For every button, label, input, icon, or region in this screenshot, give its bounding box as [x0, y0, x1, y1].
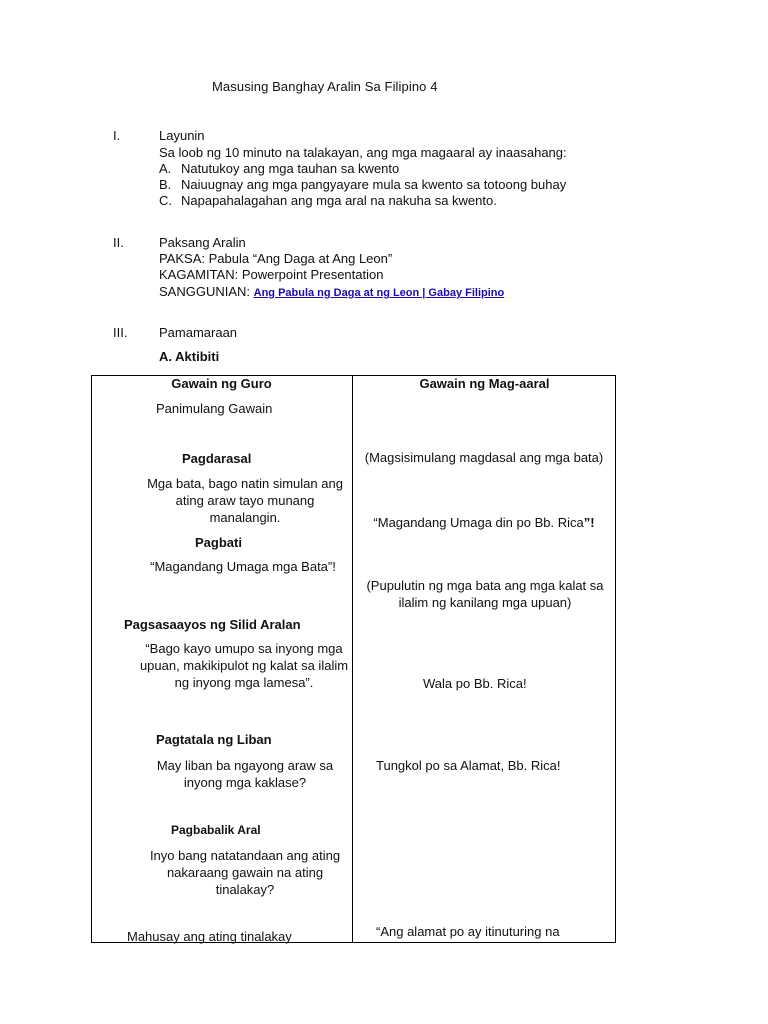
pagsasaayos-text: “Bago kayo umupo sa inyong mga upuan, makikipulot ng kalat sa ilalim ng inyong mga lamesa”. — [139, 641, 349, 690]
student-pulot: (Pupulutin ng mga bata ang mga kalat sa ilalim ng kanilang mga upuan) — [366, 578, 604, 610]
student-umaga-end: ”! — [583, 515, 595, 530]
column-header-mag-aaral: Gawain ng Mag-aaral — [419, 376, 550, 391]
pagtatala-heading: Pagtatala ng Liban — [156, 732, 272, 747]
section-numeral-3: III. — [113, 325, 128, 340]
pagbati-text: “Magandang Umaga mga Bata”! — [150, 559, 336, 574]
mahusay-text: Mahusay ang ating tinalakay — [127, 929, 292, 944]
sanggunian-link[interactable]: Ang Pabula ng Daga at ng Leon | Gabay Filipino — [253, 287, 505, 299]
pagsasaayos-heading: Pagsasaayos ng Silid Aralan — [124, 617, 301, 632]
sanggunian-line — [159, 284, 504, 301]
objective-b: Naiuugnay ang mga pangyayare mula sa kwento sa totoong buhay — [181, 177, 567, 192]
pagdarasal-text: Mga bata, bago natin simulan ang ating araw tayo munang manalangin. — [147, 476, 343, 525]
student-umaga-text: “Magandang Umaga din po Bb. Rica — [373, 515, 584, 530]
kagamitan-line: KAGAMITAN: Powerpoint Presentation — [159, 267, 384, 282]
section-heading-paksang-aralin: Paksang Aralin — [159, 235, 246, 250]
student-wala: Wala po Bb. Rica! — [423, 676, 527, 691]
section-numeral-1: I. — [113, 128, 121, 143]
objective-letter-a: A. — [159, 161, 172, 176]
paksa-line: PAKSA: Pabula “Ang Daga at Ang Leon” — [159, 251, 393, 266]
student-alamat: “Ang alamat po ay itinuturing na — [376, 924, 560, 939]
pagdarasal-heading: Pagdarasal — [182, 451, 252, 466]
student-tungkol: Tungkol po sa Alamat, Bb. Rica! — [376, 758, 561, 773]
page-title: Masusing Banghay Aralin Sa Filipino 4 — [212, 79, 438, 94]
objective-letter-b: B. — [159, 177, 172, 192]
objective-letter-c: C. — [159, 193, 172, 208]
student-dasal: (Magsisimulang magdasal ang mga bata) — [364, 450, 604, 465]
column-header-guro: Gawain ng Guro — [171, 376, 272, 391]
section-heading-pamamaraan: Pamamaraan — [159, 325, 238, 340]
section-heading-layunin: Layunin — [159, 128, 205, 143]
objective-a: Natutukoy ang mga tauhan sa kwento — [181, 161, 400, 176]
subsection-aktibiti: A. Aktibiti — [159, 349, 220, 364]
pagbati-heading: Pagbati — [195, 535, 242, 550]
objectives-intro: Sa loob ng 10 minuto na talakayan, ang mga magaaral ay inaasahang: — [159, 145, 567, 160]
pagtatala-text: May liban ba ngayong araw sa inyong mga kaklase? — [156, 758, 334, 790]
section-numeral-2: II. — [113, 235, 124, 250]
table-column-divider — [352, 375, 353, 943]
pagbabalik-text: Inyo bang natatandaan ang ating nakaraang gawain na ating tinalakay? — [149, 848, 341, 897]
pagbabalik-heading: Pagbabalik Aral — [171, 823, 261, 837]
panimulang-gawain: Panimulang Gawain — [156, 401, 273, 416]
sanggunian-label: SANGGUNIAN: — [159, 284, 254, 299]
objective-c: Napapahalagahan ang mga aral na nakuha sa kwento. — [181, 193, 497, 208]
student-umaga — [364, 514, 604, 531]
